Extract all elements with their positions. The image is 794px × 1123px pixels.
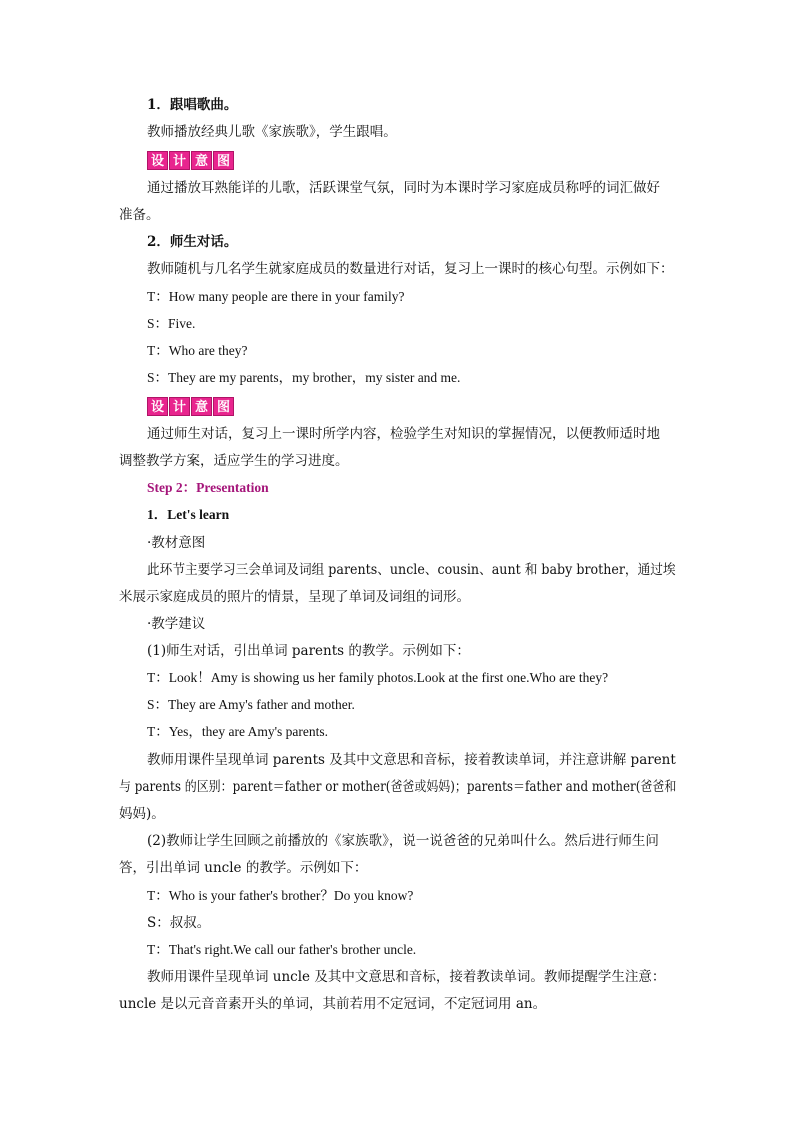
dialogue-line: T：Who are they?: [147, 343, 248, 358]
paragraph: 教师用课件呈现单词 parents 及其中文意思和音标，接着教读单词，并注意讲解 parent: [147, 752, 676, 768]
dialogue-line: S：They are Amy's father and mother.: [147, 697, 355, 712]
paragraph: 教师用课件呈现单词 uncle 及其中文意思和音标，接着教读单词。教师提醒学生注意：: [147, 969, 666, 985]
bullet-label: ·教学建议: [147, 616, 206, 632]
dialogue-line: T：How many people are there in your family?: [147, 289, 405, 304]
paragraph: (2)教师让学生回顾之前播放的《家族歌》，说一说爸爸的兄弟叫什么。然后进行师生问: [147, 833, 659, 849]
paragraph: 此环节主要学习三会单词及词组 parents、uncle、cousin、aunt 和 baby brother，通过埃: [147, 562, 676, 578]
subsection-heading: 1．Let's learn: [147, 507, 230, 522]
dialogue-line: S：Five.: [147, 316, 196, 331]
section-heading-dialogue: 2．师生对话。: [147, 234, 238, 250]
paragraph: 教师播放经典儿歌《家族歌》，学生跟唱。: [147, 124, 397, 140]
paragraph: 准备。: [119, 207, 160, 223]
dialogue-line: S：They are my parents，my brother，my sister and me.: [147, 370, 461, 385]
paragraph: 与 parents 的区别：parent＝father or mother(爸爸或妈妈)；parents＝father and mother(爸爸和: [119, 779, 677, 795]
paragraph: 米展示家庭成员的照片的情景，呈现了单词及词组的词形。: [119, 589, 470, 605]
paragraph: 答，引出单词 uncle 的教学。示例如下：: [119, 860, 368, 876]
section-heading-sing: 1．跟唱歌曲。: [147, 97, 238, 113]
dialogue-line: S：叔叔。: [147, 915, 211, 931]
paragraph: 调整教学方案，适应学生的学习进度。: [119, 453, 349, 469]
paragraph: 教师随机与几名学生就家庭成员的数量进行对话，复习上一课时的核心句型。示例如下：: [147, 261, 674, 277]
paragraph: 妈妈)。: [119, 806, 165, 822]
paragraph: (1)师生对话，引出单词 parents 的教学。示例如下：: [147, 643, 470, 659]
paragraph: 通过师生对话，复习上一课时所学内容，检验学生对知识的掌握情况，以便教师适时地: [147, 426, 660, 442]
design-intent-badge: 设 计 意 图: [147, 397, 234, 416]
paragraph: uncle 是以元音音素开头的单词，其前若用不定冠词，不定冠词用 an。: [119, 996, 547, 1012]
dialogue-line: T：Yes，they are Amy's parents.: [147, 724, 329, 739]
dialogue-line: T：Who is your father's brother？Do you know?: [147, 888, 414, 903]
step-heading: Step 2：Presentation: [147, 480, 269, 495]
design-intent-badge: 设 计 意 图: [147, 151, 234, 170]
dialogue-line: T：That's right.We call our father's brother uncle.: [147, 942, 417, 957]
bullet-label: ·教材意图: [147, 535, 206, 551]
paragraph: 通过播放耳熟能详的儿歌，活跃课堂气氛，同时为本课时学习家庭成员称呼的词汇做好: [147, 180, 660, 196]
dialogue-line: T：Look！Amy is showing us her family photos.Look at the first one.Who are they?: [147, 670, 609, 685]
